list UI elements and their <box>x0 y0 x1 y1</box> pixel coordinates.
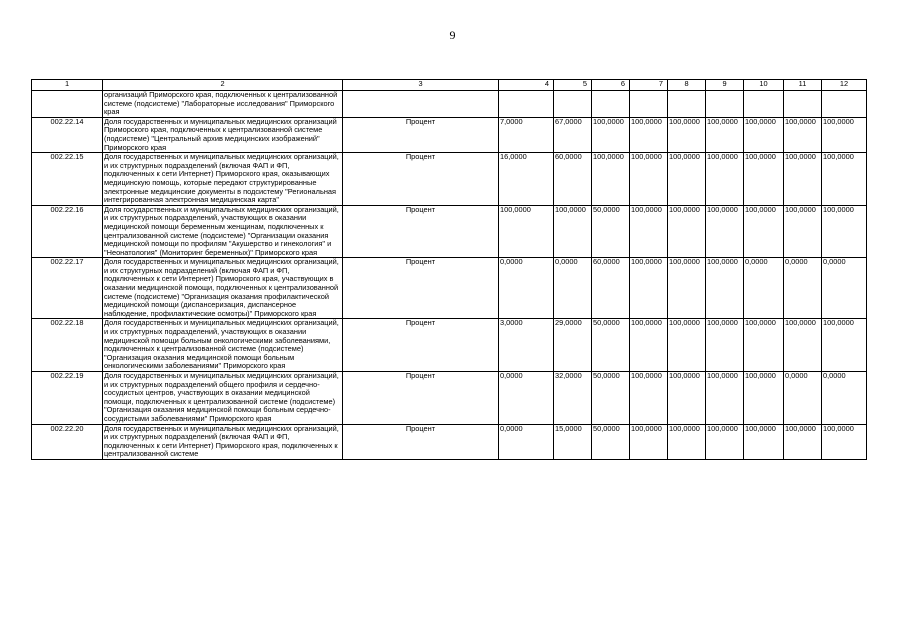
column-header: 7 <box>630 80 668 91</box>
value-cell: 100,0000 <box>592 117 630 152</box>
table-header-row <box>32 80 867 91</box>
value-cell: 100,0000 <box>630 205 668 258</box>
value-cell <box>668 91 706 118</box>
value-cell: 67,0000 <box>554 117 592 152</box>
value-cell: 100,0000 <box>744 153 784 206</box>
value-cell: 29,0000 <box>554 319 592 372</box>
indicator-code-cell: 002.22.16 <box>32 205 103 258</box>
unit-cell: Процент <box>343 424 499 459</box>
value-cell: 100,0000 <box>784 117 822 152</box>
value-cell: 0,0000 <box>499 424 554 459</box>
table-row <box>32 153 867 206</box>
column-header: 12 <box>822 80 867 91</box>
value-cell: 0,0000 <box>499 372 554 425</box>
column-header: 9 <box>706 80 744 91</box>
value-cell: 100,0000 <box>668 258 706 319</box>
indicator-name-cell: Доля государственных и муниципальных медицинских организаций, и их структурных подразделений (включая ФАП и ФП, подключенных к сети Интернет) Приморского края, участвующих в оказании медицинской помощи, подключенных к централизованной системе (подсистеме) "Организация оказания профилактической медицинской помощи (диспансеризация, диспансерное наблюдение, профилактические осмотры)" Приморского края <box>103 258 343 319</box>
value-cell: 0,0000 <box>822 372 867 425</box>
value-cell: 100,0000 <box>706 153 744 206</box>
value-cell: 100,0000 <box>784 319 822 372</box>
indicator-code-cell: 002.22.18 <box>32 319 103 372</box>
value-cell: 100,0000 <box>630 372 668 425</box>
value-cell: 0,0000 <box>822 258 867 319</box>
value-cell: 100,0000 <box>744 424 784 459</box>
value-cell: 100,0000 <box>822 319 867 372</box>
value-cell: 15,0000 <box>554 424 592 459</box>
value-cell: 100,0000 <box>630 319 668 372</box>
value-cell: 100,0000 <box>668 372 706 425</box>
indicator-name-cell: Доля государственных и муниципальных медицинских организаций, и их структурных подразделений, участвующих в оказании медицинской помощи беременным женщинам, подключенных к централизованной системе (подсистеме) "Организации оказания медицинской помощи по профилям "Акушерство и гинекология" и "Неонатология" (Мониторинг беременных)" Приморского края <box>103 205 343 258</box>
value-cell: 50,0000 <box>592 424 630 459</box>
value-cell <box>706 91 744 118</box>
value-cell <box>822 91 867 118</box>
column-header: 5 <box>554 80 592 91</box>
value-cell: 100,0000 <box>706 117 744 152</box>
column-header: 2 <box>103 80 343 91</box>
value-cell: 32,0000 <box>554 372 592 425</box>
table-row <box>32 117 867 152</box>
value-cell: 50,0000 <box>592 372 630 425</box>
value-cell: 100,0000 <box>744 319 784 372</box>
value-cell: 0,0000 <box>499 258 554 319</box>
indicator-name-cell: Доля государственных и муниципальных медицинских организаций, и их структурных подразделений общего профиля и сердечно-сосудистых центров, участвующих в оказании медицинской помощи, подключенных к централизованной системе (подсистеме) "Организация оказания медицинской помощи больным сердечно-сосудистыми заболеваниями" Приморского края <box>103 372 343 425</box>
value-cell: 100,0000 <box>744 205 784 258</box>
unit-cell: Процент <box>343 205 499 258</box>
value-cell: 100,0000 <box>744 372 784 425</box>
indicator-name-cell: организаций Приморского края, подключенных к централизованной системе (подсистеме) "Лабораторные исследования" Приморского края <box>103 91 343 118</box>
value-cell: 100,0000 <box>706 372 744 425</box>
indicator-code-cell <box>32 91 103 118</box>
indicator-code-cell: 002.22.15 <box>32 153 103 206</box>
value-cell: 3,0000 <box>499 319 554 372</box>
value-cell: 7,0000 <box>499 117 554 152</box>
indicator-name-cell: Доля государственных и муниципальных медицинских организаций, и их структурных подразделений (включая ФАП и ФП, подключенных к сети Интернет) Приморского края, оказывающих медицинскую помощь, которые передают структурированные электронные медицинские документы в подсистему "Региональная интегрированная электронная медицинская карта" <box>103 153 343 206</box>
column-header: 10 <box>744 80 784 91</box>
value-cell <box>784 91 822 118</box>
table-row <box>32 258 867 319</box>
unit-cell: Процент <box>343 258 499 319</box>
indicator-name-cell: Доля государственных и муниципальных медицинских организаций Приморского края, подключенных к централизованной системе (подсистеме) "Центральный архив медицинских изображений" Приморского края <box>103 117 343 152</box>
value-cell: 100,0000 <box>706 424 744 459</box>
indicator-name-cell: Доля государственных и муниципальных медицинских организаций, и их структурных подразделений, участвующих в оказании медицинской помощи больным онкологическими заболеваниями, подключенных к централизованной системе (подсистеме) "Организация оказания медицинской помощи больным онкологическими заболеваниями" Приморского края <box>103 319 343 372</box>
value-cell: 100,0000 <box>784 153 822 206</box>
value-cell: 100,0000 <box>784 424 822 459</box>
value-cell: 100,0000 <box>630 258 668 319</box>
value-cell: 16,0000 <box>499 153 554 206</box>
table-row <box>32 91 867 118</box>
value-cell: 0,0000 <box>784 372 822 425</box>
column-header: 1 <box>32 80 103 91</box>
column-header: 4 <box>499 80 554 91</box>
value-cell: 100,0000 <box>668 205 706 258</box>
table-row <box>32 205 867 258</box>
value-cell: 100,0000 <box>784 205 822 258</box>
column-header: 6 <box>592 80 630 91</box>
table-row <box>32 319 867 372</box>
unit-cell <box>343 91 499 118</box>
value-cell: 100,0000 <box>822 117 867 152</box>
value-cell: 100,0000 <box>706 319 744 372</box>
unit-cell: Процент <box>343 372 499 425</box>
value-cell: 100,0000 <box>554 205 592 258</box>
value-cell: 100,0000 <box>668 117 706 152</box>
indicator-name-cell: Доля государственных и муниципальных медицинских организаций, и их структурных подразделений (включая ФАП и ФП, подключенных к сети Интернет) Приморского края, подключенных к централизованной системе <box>103 424 343 459</box>
indicator-code-cell: 002.22.19 <box>32 372 103 425</box>
value-cell: 0,0000 <box>784 258 822 319</box>
value-cell: 50,0000 <box>592 319 630 372</box>
value-cell: 100,0000 <box>822 153 867 206</box>
indicator-code-cell: 002.22.20 <box>32 424 103 459</box>
value-cell: 60,0000 <box>592 258 630 319</box>
value-cell: 100,0000 <box>822 424 867 459</box>
value-cell: 100,0000 <box>706 205 744 258</box>
indicators-table <box>31 79 867 460</box>
value-cell: 100,0000 <box>630 424 668 459</box>
value-cell: 100,0000 <box>592 153 630 206</box>
value-cell: 0,0000 <box>554 258 592 319</box>
value-cell: 60,0000 <box>554 153 592 206</box>
unit-cell: Процент <box>343 117 499 152</box>
page-number: 9 <box>449 28 456 42</box>
column-header: 11 <box>784 80 822 91</box>
value-cell: 100,0000 <box>706 258 744 319</box>
value-cell: 100,0000 <box>630 153 668 206</box>
table-row <box>32 372 867 425</box>
value-cell: 100,0000 <box>744 117 784 152</box>
table-row <box>32 424 867 459</box>
value-cell <box>592 91 630 118</box>
value-cell: 100,0000 <box>668 319 706 372</box>
column-header: 8 <box>668 80 706 91</box>
indicator-code-cell: 002.22.14 <box>32 117 103 152</box>
unit-cell: Процент <box>343 319 499 372</box>
value-cell <box>630 91 668 118</box>
value-cell <box>744 91 784 118</box>
value-cell <box>554 91 592 118</box>
value-cell: 100,0000 <box>630 117 668 152</box>
unit-cell: Процент <box>343 153 499 206</box>
value-cell: 0,0000 <box>744 258 784 319</box>
column-header: 3 <box>343 80 499 91</box>
value-cell: 100,0000 <box>668 153 706 206</box>
value-cell: 100,0000 <box>499 205 554 258</box>
value-cell: 50,0000 <box>592 205 630 258</box>
value-cell: 100,0000 <box>668 424 706 459</box>
value-cell <box>499 91 554 118</box>
indicator-code-cell: 002.22.17 <box>32 258 103 319</box>
value-cell: 100,0000 <box>822 205 867 258</box>
